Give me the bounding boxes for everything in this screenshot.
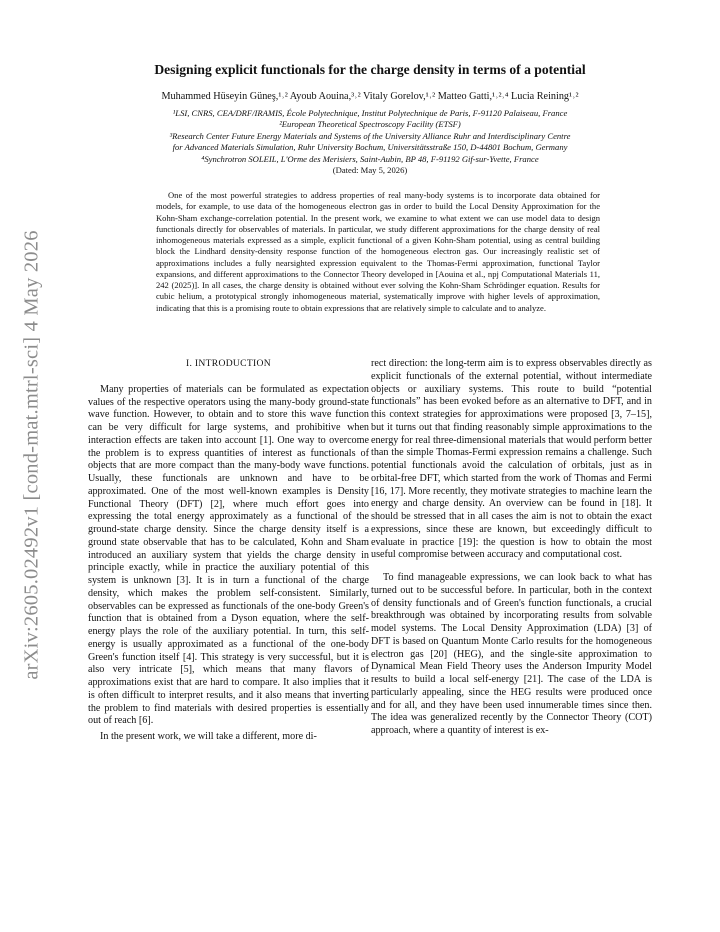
left-column	[88, 358, 369, 744]
affiliation-4: ⁴Synchrotron SOLEIL, L'Orme des Merisiers, Saint-Aubin, BP 48, F-91192 Gif-sur-Yvette, France	[201, 153, 539, 164]
paragraph: Many properties of materials can be formulated as expectation values of the respective operators using the many-body ground-state wave function. However, to obtain and to store this wave function can be very difficult for large systems, and prohibitive when interaction effects are taken into account [1]. One way to overcome the problem is to express quantities of interest as functionals of objects that are more compact than the many-body wave functions. Usually, these functionals are unknown and have to be approximated. One of the most well-known examples is Density Functional Theory (DFT) [2], where much effort goes into expressing the total energy approximately as a functional of the ground-state charge density. Since the charge density itself is a ground state observable that has to be calculated, Kohn and Sham introduced an auxiliary system that yields the charge density in principle exactly, while in practice the auxiliary potential of this system is unknown [3]. It is in turn a functional of the charge density, which makes the problem self-consistent. Similarly, observables can be expressed as functionals of the one-body Green's function that is obtained from a Dyson equation, where the self-energy plays the role of the auxiliary potential. In turn, this self-energy is usually approximated as a functional of the one-body Green's function itself [4]. This strategy is very successful, but it is also very intricate [5], which means that many flavors of approximations exist that are hard to compare. It also implies that it is often difficult to interpret results, and it also means that inverting the problem to find materials with desired properties is essentially out of reach [6].	[88, 383, 369, 727]
paragraph: To find manageable expressions, we can look back to what has turned out to be successful before. In particular, both in the context of density functionals and of Green's function functionals, a crucial breakthrough was obtained by incorporating results from solvable model systems. The Local Density Approximation (LDA) [3] of DFT is based on Quantum Monte Carlo results for the homogeneous electron gas [20] (HEG), and the single-site approximation to Dynamical Mean Field Theory uses the Anderson Impurity Model results to build a local self-energy [21]. The case of the LDA is particularly appealing, since the HEG results were produced once and for all, and they have been used innumerable times since then. The idea was generalized recently by the Connector Theory (COT) approach, where a quantity of interest is ex-	[371, 572, 652, 736]
author-list: Muhammed Hüseyin Güneş,¹˒² Ayoub Aouina,³˒² Vitaly Gorelov,¹˒² Matteo Gatti,¹˒²˒⁴ Lucia Reining¹˒²	[161, 91, 579, 102]
arxiv-stamp-text: arXiv:2605.02492v1 [cond-mat.mtrl-sci] 4 May 2026	[20, 230, 43, 680]
affiliation-3-continued: for Advanced Materials Simulation, Ruhr University Bochum, Universitätsstraße 150, D-44801 Bochum, Germany	[172, 142, 568, 153]
affiliation-3: ³Research Center Future Energy Materials and Systems of the University Alliance Ruhr and Interdisciplinary Centre	[169, 130, 571, 141]
paper-title: Designing explicit functionals for the charge density in terms of a potential	[154, 62, 586, 77]
affiliations-block	[60, 108, 680, 176]
paragraph: In the present work, we will take a different, more di-	[100, 731, 317, 742]
affiliation-2: ²European Theoretical Spectroscopy Facility (ETSF)	[279, 119, 461, 130]
abstract: One of the most powerful strategies to address properties of real many-body systems is to incorporate data obtained for models, for example, to use data of the homogeneous electron gas in order to build the Local Density Approximation for the Kohn-Sham exchange-correlation potential. In the present work, we examine to what extent we can use model data to design functionals directly for observables of materials. In particular, we study different approximations for the charge density of real inhomogeneous materials expressed as a simple, explicit functional of a given Kohn-Sham potential, using as central building block the Lindhard density-density response function of the homogeneous electron gas. Our increasingly realistic set of approximations includes a fully nearsighted expression equivalent to the Thomas-Fermi approximation, functional Taylor expansions, and different approximations to the Connector Theory developed in [Aouina et al., npj Computational Materials 11, 242 (2025)]. In all cases, the charge density is obtained without ever solving the Kohn-Sham Schrödinger equation. Results for cubic helium, a prototypical strongly inhomogeneous material, systematically improve with higher levels of approximation, indicating that this is a promising route to obtain expressions that are relatively simple to calculate and to analyze.	[156, 190, 600, 313]
dated-line: (Dated: May 5, 2026)	[332, 165, 408, 176]
right-column	[371, 358, 652, 738]
arxiv-identifier-stamp	[14, 210, 50, 700]
paragraph: rect direction: the long-term aim is to express observables directly as explicit functionals of the external potential, without intermediate objects or auxiliary systems. This route to build “potential functionals” has been evoked before as an alternative to DFT, and in this context strategies for approximations were proposed [3, 7–15], but it turns out that finding reasonably simple approximations to the energy for real three-dimensional materials that would perform better than the simple Thomas-Fermi expression remains a challenge. Such potential functionals avoid the calculation of orbitals, just as in orbital-free DFT, which started from the work of Thomas and Fermi [16, 17]. More recently, they motivate strategies to machine learn the energy and charge density. An overview can be found in [18]. It should be stressed that in all cases the aim is not to obtain the exact expressions, since these are known, but exceedingly difficult to evaluate in practice [19]: the question is how to obtain the most useful compromise between accuracy and computational cost.	[371, 358, 652, 561]
affiliation-1: ¹LSI, CNRS, CEA/DRF/IRAMIS, École Polytechnique, Institut Polytechnique de Paris, F-91120 Palaiseau, France	[172, 108, 568, 118]
section-heading-introduction: I. INTRODUCTION	[186, 358, 271, 369]
